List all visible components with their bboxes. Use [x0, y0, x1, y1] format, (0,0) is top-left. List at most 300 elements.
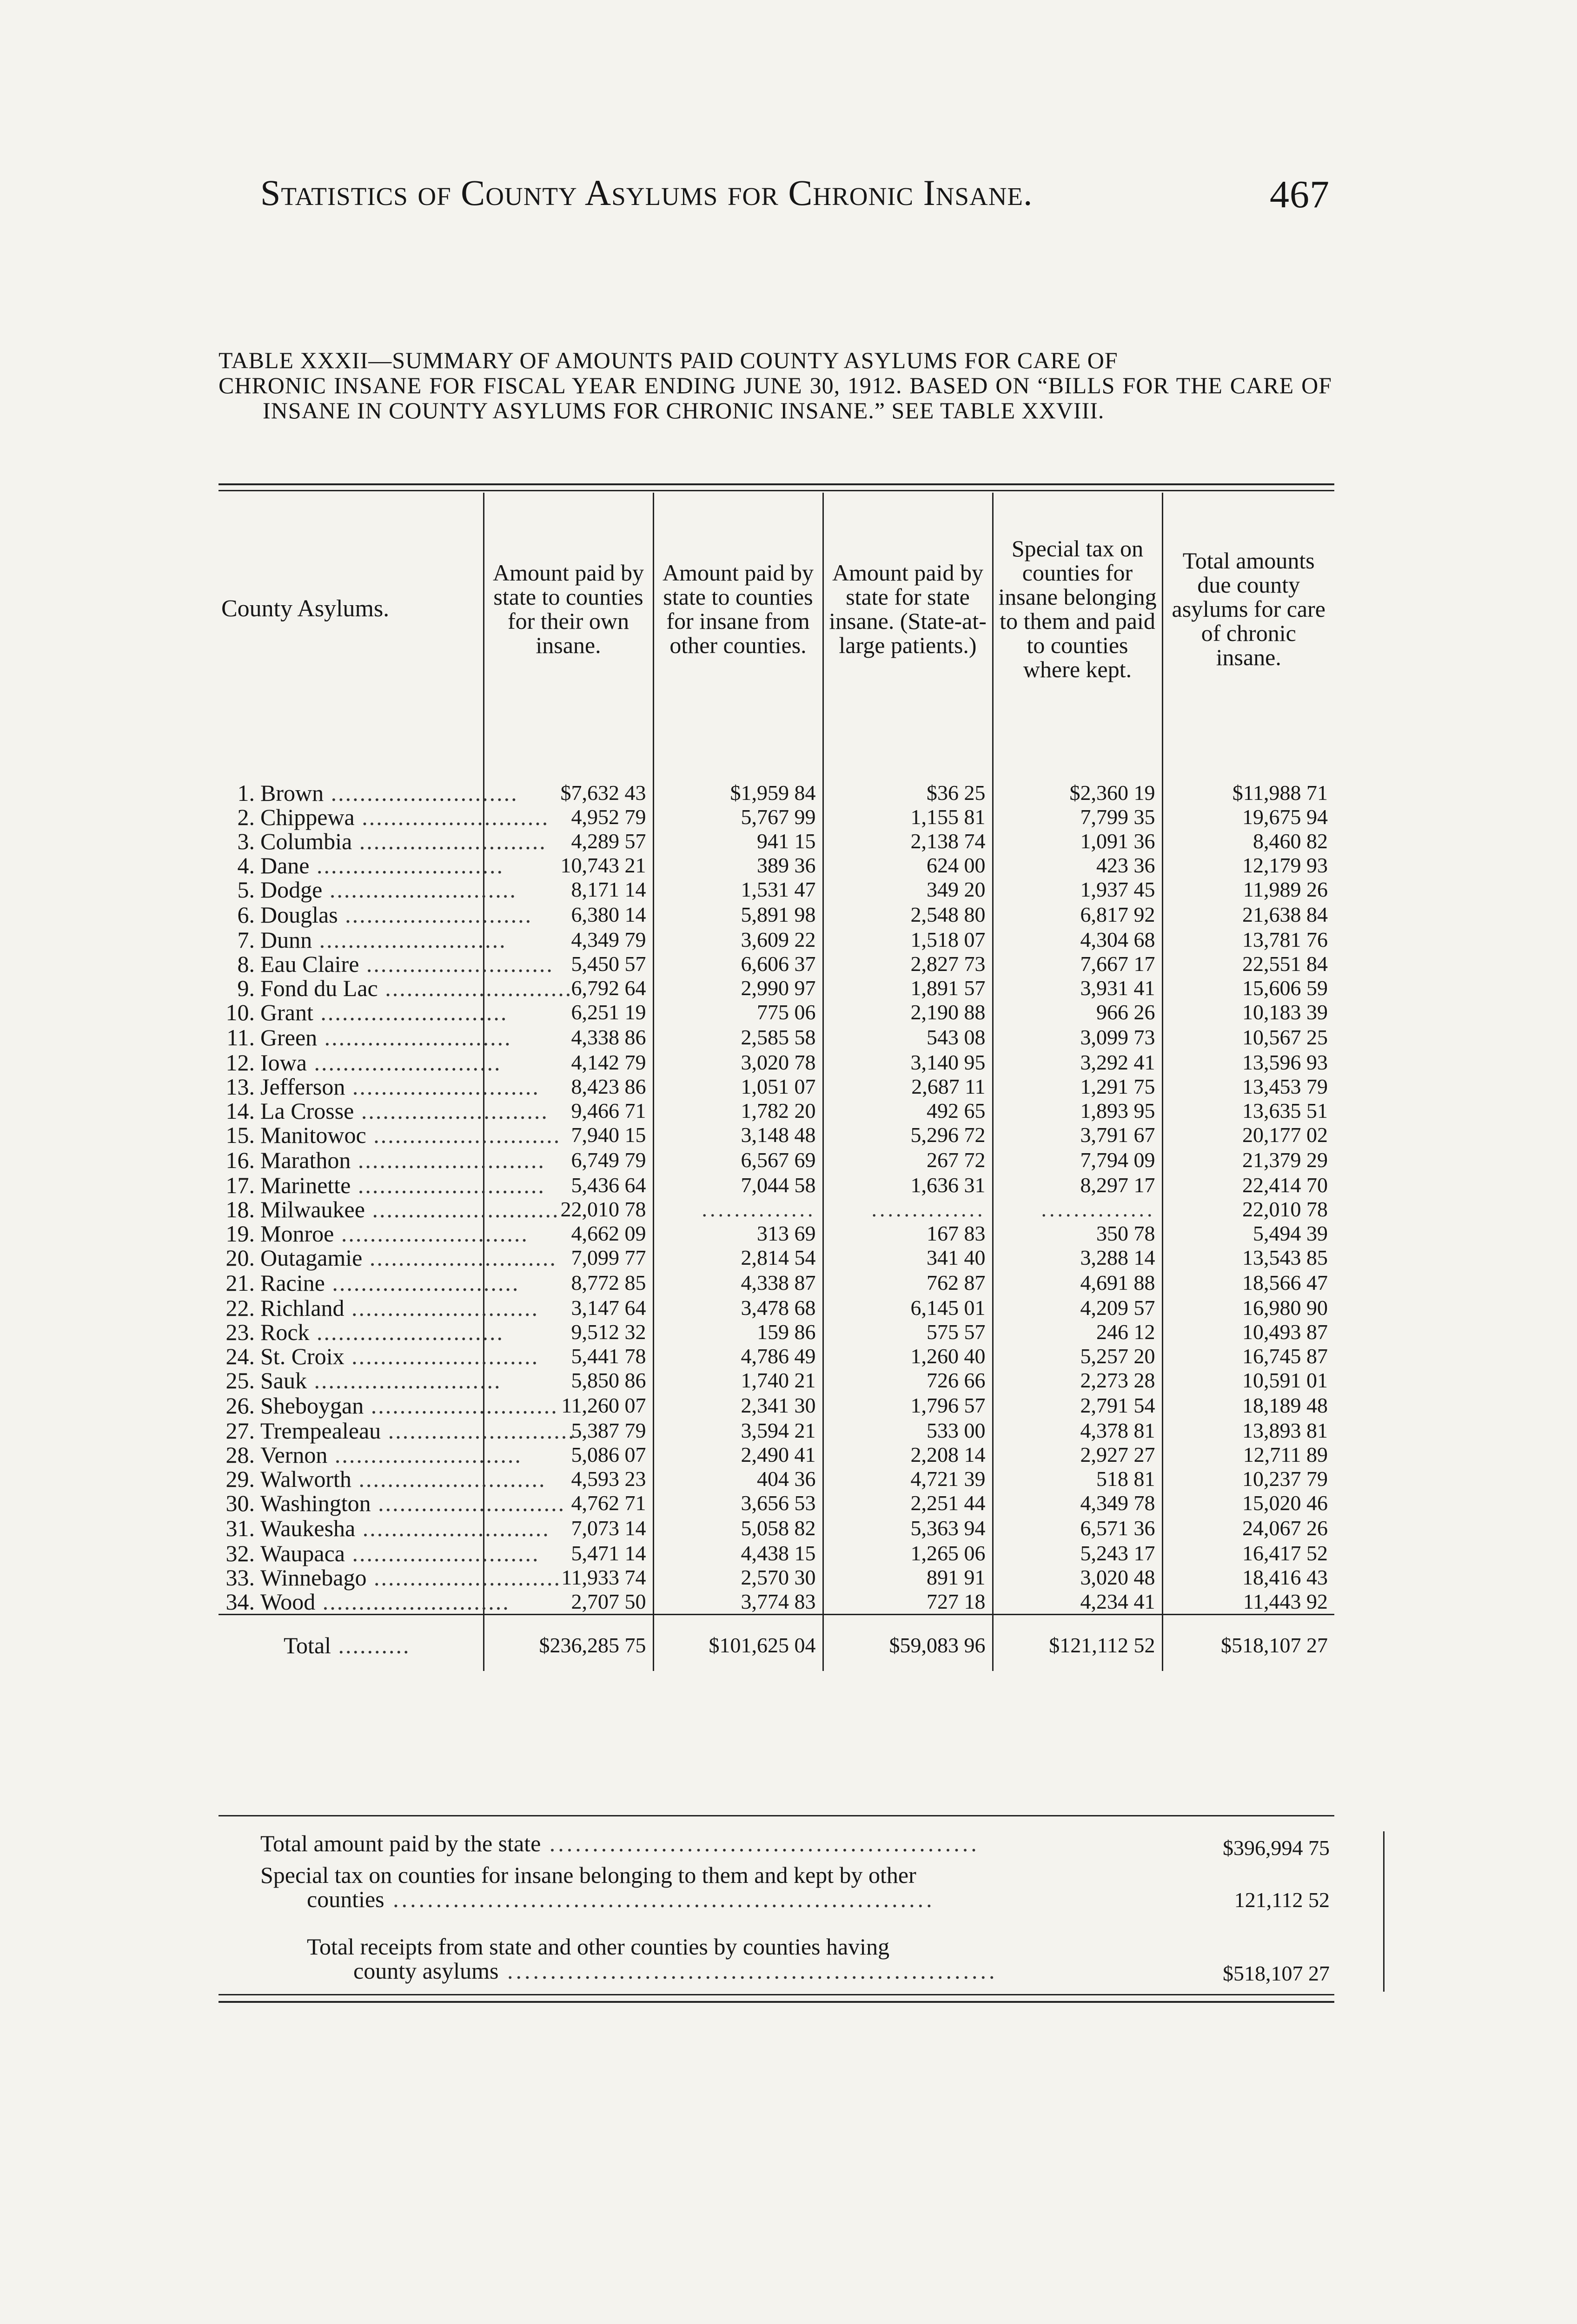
- bottom-rule-2: [219, 2001, 1334, 2003]
- amount-cell-total: $11,988 71: [1162, 725, 1334, 805]
- row-number: 20.: [225, 1245, 255, 1271]
- amount-cell-total: 20,177 02: [1162, 1123, 1334, 1147]
- amount-cell-other: 2,990 97: [653, 976, 823, 1000]
- amount-cell-other: 1,782 20: [653, 1099, 823, 1123]
- dot-leader: ..........................: [324, 780, 518, 806]
- dot-leader: ..........................: [315, 1589, 510, 1615]
- total-cell-special: $121,112 52: [993, 1615, 1162, 1671]
- county-name-cell: [219, 1442, 522, 1468]
- row-number: 27.: [225, 1418, 255, 1444]
- amount-cell-state: 2,548 80: [823, 902, 993, 928]
- county-name: Iowa: [260, 1050, 307, 1076]
- amount-cell-other: 3,774 83: [653, 1590, 823, 1615]
- amount-cell-other: 3,478 68: [653, 1296, 823, 1320]
- county-name: Sheboygan: [260, 1393, 364, 1419]
- row-number: 34.: [225, 1589, 255, 1615]
- county-name-cell: [219, 975, 573, 1001]
- amount-cell-special: 4,378 81: [993, 1419, 1162, 1443]
- county-name-cell: [219, 1343, 539, 1369]
- county-name: Manitowoc: [260, 1122, 366, 1148]
- amount-cell-state: 2,687 11: [823, 1075, 993, 1099]
- amount-cell-state: 4,721 39: [823, 1467, 993, 1491]
- county-name-cell: [219, 1393, 558, 1419]
- summary-label-special-tax-2: counties: [307, 1886, 384, 1912]
- dot-leader: ..........................: [309, 852, 504, 878]
- dot-leader: ..........................: [351, 1147, 545, 1173]
- county-name-cell: [219, 902, 533, 928]
- county-name: Green: [260, 1024, 318, 1050]
- dot-leader: ..........................: [306, 1050, 502, 1076]
- amount-cell-state: 727 18: [823, 1590, 993, 1615]
- amount-cell-total: 18,416 43: [1162, 1565, 1334, 1590]
- county-name-cell: [219, 804, 550, 830]
- header-special-tax: Special tax on counties for insane belonging to them and paid to counties where kept.: [993, 493, 1162, 725]
- dot-leader: ..........................: [338, 902, 533, 928]
- amount-cell-state: 575 57: [823, 1320, 993, 1344]
- county-name-cell: [219, 725, 518, 806]
- amount-cell-own: 4,338 86: [484, 1024, 653, 1050]
- amount-cell-total: 11,443 92: [1162, 1590, 1334, 1615]
- amount-cell-total: 13,543 85: [1162, 1246, 1334, 1270]
- summary-dot-leader: ...............................................................: [384, 1886, 935, 1912]
- county-name-cell: [219, 1122, 561, 1148]
- amount-cell-state: 2,827 73: [823, 952, 993, 976]
- total-cell-other: $101,625 04: [653, 1615, 823, 1671]
- amount-cell-special: 3,931 41: [993, 976, 1162, 1000]
- county-name-cell: [219, 1050, 502, 1076]
- amount-cell-special: 2,273 28: [993, 1368, 1162, 1393]
- amount-cell-other: ..............: [653, 1197, 823, 1221]
- amount-cell-state: 1,155 81: [823, 805, 993, 829]
- amount-cell-total: 10,493 87: [1162, 1320, 1334, 1344]
- table-row: [219, 1590, 1334, 1615]
- amount-cell-own: 22,010 78: [484, 1197, 653, 1221]
- county-name: Waupaca: [260, 1540, 345, 1566]
- county-name: Rock: [260, 1319, 310, 1345]
- county-name: Waukesha: [260, 1515, 356, 1541]
- amount-cell-own: 4,662 09: [484, 1221, 653, 1246]
- table-row: [219, 878, 1334, 902]
- top-rule: [219, 483, 1334, 485]
- amount-cell-state: 726 66: [823, 1368, 993, 1393]
- table-row: [219, 1099, 1334, 1123]
- amount-cell-state: 2,190 88: [823, 1000, 993, 1024]
- row-number: 24.: [225, 1343, 255, 1369]
- amount-cell-own: $7,632 43: [484, 725, 653, 805]
- table-row: [219, 1515, 1334, 1541]
- amount-cell-state: 5,363 94: [823, 1515, 993, 1541]
- amount-cell-other: 404 36: [653, 1467, 823, 1491]
- amount-cell-own: 2,707 50: [484, 1590, 653, 1615]
- amount-cell-own: 5,387 79: [484, 1419, 653, 1443]
- amount-cell-total: 13,453 79: [1162, 1075, 1334, 1099]
- amount-cell-total: 15,020 46: [1162, 1491, 1334, 1515]
- amount-cell-total: 16,417 52: [1162, 1541, 1334, 1565]
- table-row: [219, 1024, 1334, 1050]
- amount-cell-state: 492 65: [823, 1099, 993, 1123]
- amount-cell-state: 1,636 31: [823, 1173, 993, 1197]
- dot-leader: ..........................: [351, 1466, 546, 1492]
- dot-leader: ..........................: [381, 1418, 576, 1444]
- amount-cell-special: 1,937 45: [993, 878, 1162, 902]
- dot-leader: ..........................: [325, 1270, 520, 1296]
- amount-cell-state: 533 00: [823, 1419, 993, 1443]
- dot-leader: ..........................: [352, 828, 547, 854]
- row-number: 25.: [225, 1367, 255, 1393]
- amount-cell-state: 3,140 95: [823, 1050, 993, 1075]
- county-name: Eau Claire: [260, 951, 359, 977]
- row-number: 16.: [225, 1147, 255, 1173]
- row-number: 31.: [225, 1515, 255, 1541]
- county-name: La Crosse: [260, 1098, 354, 1124]
- amount-cell-state: 543 08: [823, 1024, 993, 1050]
- table-row: [219, 1541, 1334, 1565]
- page-number: 467: [1270, 173, 1330, 216]
- table-row: [219, 1075, 1334, 1099]
- amount-cell-total: 15,606 59: [1162, 976, 1334, 1000]
- amount-cell-special: 7,667 17: [993, 952, 1162, 976]
- amount-cell-other: 2,570 30: [653, 1565, 823, 1590]
- table-row: [219, 928, 1334, 952]
- row-number: 8.: [237, 951, 255, 977]
- row-number: 30.: [225, 1490, 255, 1516]
- amount-cell-special: 6,571 36: [993, 1515, 1162, 1541]
- county-name: Outagamie: [260, 1245, 363, 1271]
- table-row: [219, 1050, 1334, 1075]
- county-name-cell: [219, 1515, 550, 1541]
- county-name-cell: [219, 828, 547, 854]
- amount-cell-special: 423 36: [993, 853, 1162, 878]
- summary-label-receipts-1: Total receipts from state and other counties by counties having: [307, 1934, 890, 1960]
- amount-cell-own: 11,260 07: [484, 1393, 653, 1419]
- amount-cell-other: 159 86: [653, 1320, 823, 1344]
- dot-leader: ..........................: [317, 1024, 512, 1050]
- row-number: 19.: [225, 1221, 255, 1247]
- dot-leader: ..........................: [312, 927, 507, 953]
- dot-leader: ..........................: [313, 999, 508, 1025]
- amount-cell-special: 4,209 57: [993, 1296, 1162, 1320]
- amount-cell-state: 6,145 01: [823, 1296, 993, 1320]
- county-name: Grant: [260, 999, 313, 1025]
- amount-cell-own: 7,099 77: [484, 1246, 653, 1270]
- amount-cell-special: 2,791 54: [993, 1393, 1162, 1419]
- county-name-cell: [219, 999, 508, 1025]
- amount-cell-state: 267 72: [823, 1147, 993, 1173]
- amount-cell-special: 350 78: [993, 1221, 1162, 1246]
- summary-row-receipts: [219, 1934, 1334, 1986]
- amount-cell-state: 624 00: [823, 853, 993, 878]
- amount-cell-other: 2,341 30: [653, 1393, 823, 1419]
- amount-cell-other: 3,594 21: [653, 1419, 823, 1443]
- amount-cell-total: 13,893 81: [1162, 1419, 1334, 1443]
- amount-cell-other: $1,959 84: [653, 725, 823, 805]
- amount-cell-other: 7,044 58: [653, 1173, 823, 1197]
- summary-row-special-tax: [219, 1863, 1334, 1912]
- amount-cell-total: 22,010 78: [1162, 1197, 1334, 1221]
- amount-cell-total: 10,567 25: [1162, 1024, 1334, 1050]
- amount-cell-special: 966 26: [993, 1000, 1162, 1024]
- amount-cell-total: 13,596 93: [1162, 1050, 1334, 1075]
- amount-cell-special: 4,234 41: [993, 1590, 1162, 1615]
- amount-cell-other: 775 06: [653, 1000, 823, 1024]
- table-row: [219, 1296, 1334, 1320]
- county-name: Washington: [260, 1490, 371, 1516]
- county-name: Brown: [260, 780, 324, 806]
- amount-cell-total: 22,414 70: [1162, 1173, 1334, 1197]
- row-number: 21.: [225, 1270, 255, 1296]
- row-number: 7.: [237, 927, 255, 953]
- amount-cell-own: 11,933 74: [484, 1565, 653, 1590]
- county-name: Dodge: [260, 877, 323, 903]
- bottom-rule-1: [219, 1994, 1334, 1995]
- amount-cell-own: 3,147 64: [484, 1296, 653, 1320]
- row-number: 28.: [225, 1442, 255, 1468]
- row-number: 23.: [225, 1319, 255, 1345]
- table-row: [219, 1320, 1334, 1344]
- table-row: [219, 1491, 1334, 1515]
- county-name: Walworth: [260, 1466, 351, 1492]
- amount-cell-special: 1,291 75: [993, 1075, 1162, 1099]
- amount-cell-other: 3,656 53: [653, 1491, 823, 1515]
- amount-cell-special: 518 81: [993, 1467, 1162, 1491]
- amount-cell-total: 10,237 79: [1162, 1467, 1334, 1491]
- amount-cell-other: 2,814 54: [653, 1246, 823, 1270]
- amount-cell-total: 18,189 48: [1162, 1393, 1334, 1419]
- running-head-title: Statistics of County Asylums for Chronic Insane.: [260, 172, 1033, 213]
- county-name: Trempealeau: [260, 1418, 381, 1444]
- amount-cell-state: 1,891 57: [823, 976, 993, 1000]
- amount-cell-other: 4,786 49: [653, 1344, 823, 1368]
- amount-cell-state: 167 83: [823, 1221, 993, 1246]
- amount-cell-total: 16,980 90: [1162, 1296, 1334, 1320]
- amount-cell-own: 8,772 85: [484, 1270, 653, 1296]
- county-name-cell: [219, 1540, 540, 1566]
- county-name: Racine: [260, 1270, 325, 1296]
- row-number: 4.: [237, 852, 255, 878]
- row-number: 18.: [225, 1196, 255, 1222]
- amount-cell-total: 16,745 87: [1162, 1344, 1334, 1368]
- amount-cell-special: 4,304 68: [993, 928, 1162, 952]
- amount-cell-total: 11,989 26: [1162, 878, 1334, 902]
- table-row: [219, 829, 1334, 853]
- amount-cell-own: 5,441 78: [484, 1344, 653, 1368]
- amount-cell-total: 12,179 93: [1162, 853, 1334, 878]
- county-name: Jefferson: [260, 1074, 345, 1100]
- total-cell-total: $518,107 27: [1162, 1615, 1334, 1671]
- amount-cell-state: 2,208 14: [823, 1443, 993, 1467]
- summary-dot-leader: .........................................................: [498, 1958, 998, 1984]
- summary-label-receipts-2: county asylums: [353, 1958, 499, 1984]
- table-row: [219, 1123, 1334, 1147]
- amount-cell-total: 19,675 94: [1162, 805, 1334, 829]
- amount-cell-own: 5,850 86: [484, 1368, 653, 1393]
- county-name-cell: [219, 1196, 560, 1222]
- header-other-counties: Amount paid by state to counties for insane from other counties.: [653, 493, 823, 725]
- amount-cell-other: 4,438 15: [653, 1541, 823, 1565]
- county-name-cell: [219, 1295, 539, 1321]
- dot-leader: ..........................: [366, 1565, 561, 1591]
- amount-cell-state: 349 20: [823, 878, 993, 902]
- county-name: Monroe: [260, 1221, 334, 1247]
- county-name-cell: [219, 951, 554, 977]
- amount-cell-total: 18,566 47: [1162, 1270, 1334, 1296]
- county-name-cell: [219, 1418, 576, 1444]
- table-caption: [219, 348, 1332, 423]
- amount-cell-total: 13,781 76: [1162, 928, 1334, 952]
- amount-cell-special: 3,791 67: [993, 1123, 1162, 1147]
- amount-cell-own: 5,471 14: [484, 1541, 653, 1565]
- summary-row-paid-by-state: [219, 1831, 1334, 1860]
- amount-cell-special: 246 12: [993, 1320, 1162, 1344]
- amount-cell-special: 4,349 78: [993, 1491, 1162, 1515]
- amount-cell-other: 2,490 41: [653, 1443, 823, 1467]
- amount-cell-other: 1,531 47: [653, 878, 823, 902]
- amount-cell-total: 10,591 01: [1162, 1368, 1334, 1393]
- county-name-cell: [219, 1319, 504, 1345]
- amount-cell-state: 1,265 06: [823, 1541, 993, 1565]
- county-name: Chippewa: [260, 804, 355, 830]
- row-number: 29.: [225, 1466, 255, 1492]
- county-name: Richland: [260, 1295, 345, 1321]
- dot-leader: ..........................: [309, 1319, 504, 1345]
- summary-dot-leader: ..................................................: [541, 1830, 980, 1856]
- row-number: 14.: [225, 1098, 255, 1124]
- county-name: St. Croix: [260, 1343, 345, 1369]
- amount-cell-other: 4,338 87: [653, 1270, 823, 1296]
- dot-leader: ..........................: [364, 1196, 560, 1222]
- table-row: [219, 1565, 1334, 1590]
- amount-cell-other: 3,609 22: [653, 928, 823, 952]
- summary-label-special-tax-1: Special tax on counties for insane belonging to them and kept by other: [260, 1862, 916, 1888]
- county-name: Sauk: [260, 1367, 307, 1393]
- amount-cell-special: 4,691 88: [993, 1270, 1162, 1296]
- amount-cell-state: 341 40: [823, 1246, 993, 1270]
- county-name: Columbia: [260, 828, 352, 854]
- total-label: Total: [284, 1632, 331, 1658]
- summary-block: [219, 1831, 1334, 1986]
- amount-cell-total: 13,635 51: [1162, 1099, 1334, 1123]
- dot-leader: ..........................: [344, 1343, 539, 1369]
- amount-cell-other: 389 36: [653, 853, 823, 878]
- dot-leader: ..........................: [354, 804, 550, 830]
- amount-cell-total: 21,638 84: [1162, 902, 1334, 928]
- amount-cell-own: 6,251 19: [484, 1000, 653, 1024]
- total-cell-own: $236,285 75: [484, 1615, 653, 1671]
- amount-cell-own: 8,423 86: [484, 1075, 653, 1099]
- amount-cell-special: 8,297 17: [993, 1173, 1162, 1197]
- county-name: Winnebago: [260, 1565, 367, 1591]
- amount-cell-total: 21,379 29: [1162, 1147, 1334, 1173]
- amount-cell-own: 4,952 79: [484, 805, 653, 829]
- amount-cell-other: 6,567 69: [653, 1147, 823, 1173]
- amount-cell-special: 7,799 35: [993, 805, 1162, 829]
- amount-cell-own: 4,349 79: [484, 928, 653, 952]
- amount-cell-own: 6,380 14: [484, 902, 653, 928]
- row-number: 32.: [225, 1540, 255, 1566]
- county-name: Marathon: [260, 1147, 351, 1173]
- dot-leader: ..........................: [322, 877, 517, 903]
- county-name: Douglas: [260, 902, 338, 928]
- dot-leader: ..........................: [355, 1515, 550, 1541]
- county-name-cell: [219, 1565, 561, 1591]
- amount-cell-special: 3,099 73: [993, 1024, 1162, 1050]
- county-name-cell: [219, 927, 507, 953]
- table-row: [219, 725, 1334, 805]
- amount-cell-state: 1,260 40: [823, 1344, 993, 1368]
- table-body: [219, 725, 1334, 1671]
- county-name: Wood: [260, 1589, 316, 1615]
- amount-cell-special: 2,927 27: [993, 1443, 1162, 1467]
- county-name-cell: [219, 1024, 512, 1050]
- table-total-row: [219, 1615, 1334, 1671]
- county-name: Vernon: [260, 1442, 328, 1468]
- caption-line-1: TABLE XXXII—SUMMARY OF AMOUNTS PAID COUNTY ASYLUMS FOR CARE OF: [219, 347, 1118, 373]
- county-name-cell: [219, 1221, 529, 1247]
- table-row: [219, 1197, 1334, 1221]
- county-name: Dane: [260, 852, 310, 878]
- county-name-cell: [219, 1172, 545, 1198]
- summary-value-receipts: $518,107 27: [1223, 1961, 1330, 1985]
- amount-cell-special: 3,292 41: [993, 1050, 1162, 1075]
- header-total-due: Total amounts due county asylums for care of chronic insane.: [1162, 493, 1334, 725]
- amount-cell-other: 1,051 07: [653, 1075, 823, 1099]
- amount-cell-total: 22,551 84: [1162, 952, 1334, 976]
- dot-leader: ..........: [331, 1632, 411, 1658]
- asylum-amounts-table: [219, 493, 1334, 1671]
- header-county: County Asylums.: [221, 595, 390, 622]
- county-name-cell: [219, 1147, 545, 1173]
- amount-cell-own: 4,762 71: [484, 1491, 653, 1515]
- county-name-cell: [219, 1074, 540, 1100]
- amount-cell-total: 5,494 39: [1162, 1221, 1334, 1246]
- table-row: [219, 1221, 1334, 1246]
- amount-cell-state: 2,251 44: [823, 1491, 993, 1515]
- amount-cell-own: 7,073 14: [484, 1515, 653, 1541]
- dot-leader: ..........................: [366, 1122, 561, 1148]
- amount-cell-state: ..............: [823, 1197, 993, 1221]
- amount-cell-state: 762 87: [823, 1270, 993, 1296]
- summary-value-paid-by-state: $396,994 75: [1223, 1836, 1330, 1860]
- table-row: [219, 1368, 1334, 1393]
- row-number: 9.: [237, 975, 255, 1001]
- amount-cell-special: 3,020 48: [993, 1565, 1162, 1590]
- row-number: 17.: [225, 1172, 255, 1198]
- row-number: 26.: [225, 1393, 255, 1419]
- amount-cell-special: 1,091 36: [993, 829, 1162, 853]
- amount-cell-other: 5,767 99: [653, 805, 823, 829]
- header-state-insane: Amount paid by state for state insane. (State-at-large patients.): [823, 493, 993, 725]
- amount-cell-own: 6,792 64: [484, 976, 653, 1000]
- dot-leader: ..........................: [351, 1172, 545, 1198]
- amount-cell-own: 10,743 21: [484, 853, 653, 878]
- table-row: [219, 853, 1334, 878]
- dot-leader: ..........................: [371, 1490, 566, 1516]
- table-row: [219, 1467, 1334, 1491]
- table-row: [219, 805, 1334, 829]
- table-row: [219, 1173, 1334, 1197]
- top-rule-2: [219, 490, 1334, 491]
- table-row: [219, 1344, 1334, 1368]
- table-row: [219, 1393, 1334, 1419]
- row-number: 12.: [225, 1050, 255, 1076]
- dot-leader: ..........................: [344, 1295, 539, 1321]
- amount-cell-total: 8,460 82: [1162, 829, 1334, 853]
- table-row: [219, 1246, 1334, 1270]
- table-row: [219, 976, 1334, 1000]
- county-name-cell: [219, 1466, 546, 1492]
- summary-divider: [1383, 1831, 1385, 1992]
- amount-cell-other: 3,020 78: [653, 1050, 823, 1075]
